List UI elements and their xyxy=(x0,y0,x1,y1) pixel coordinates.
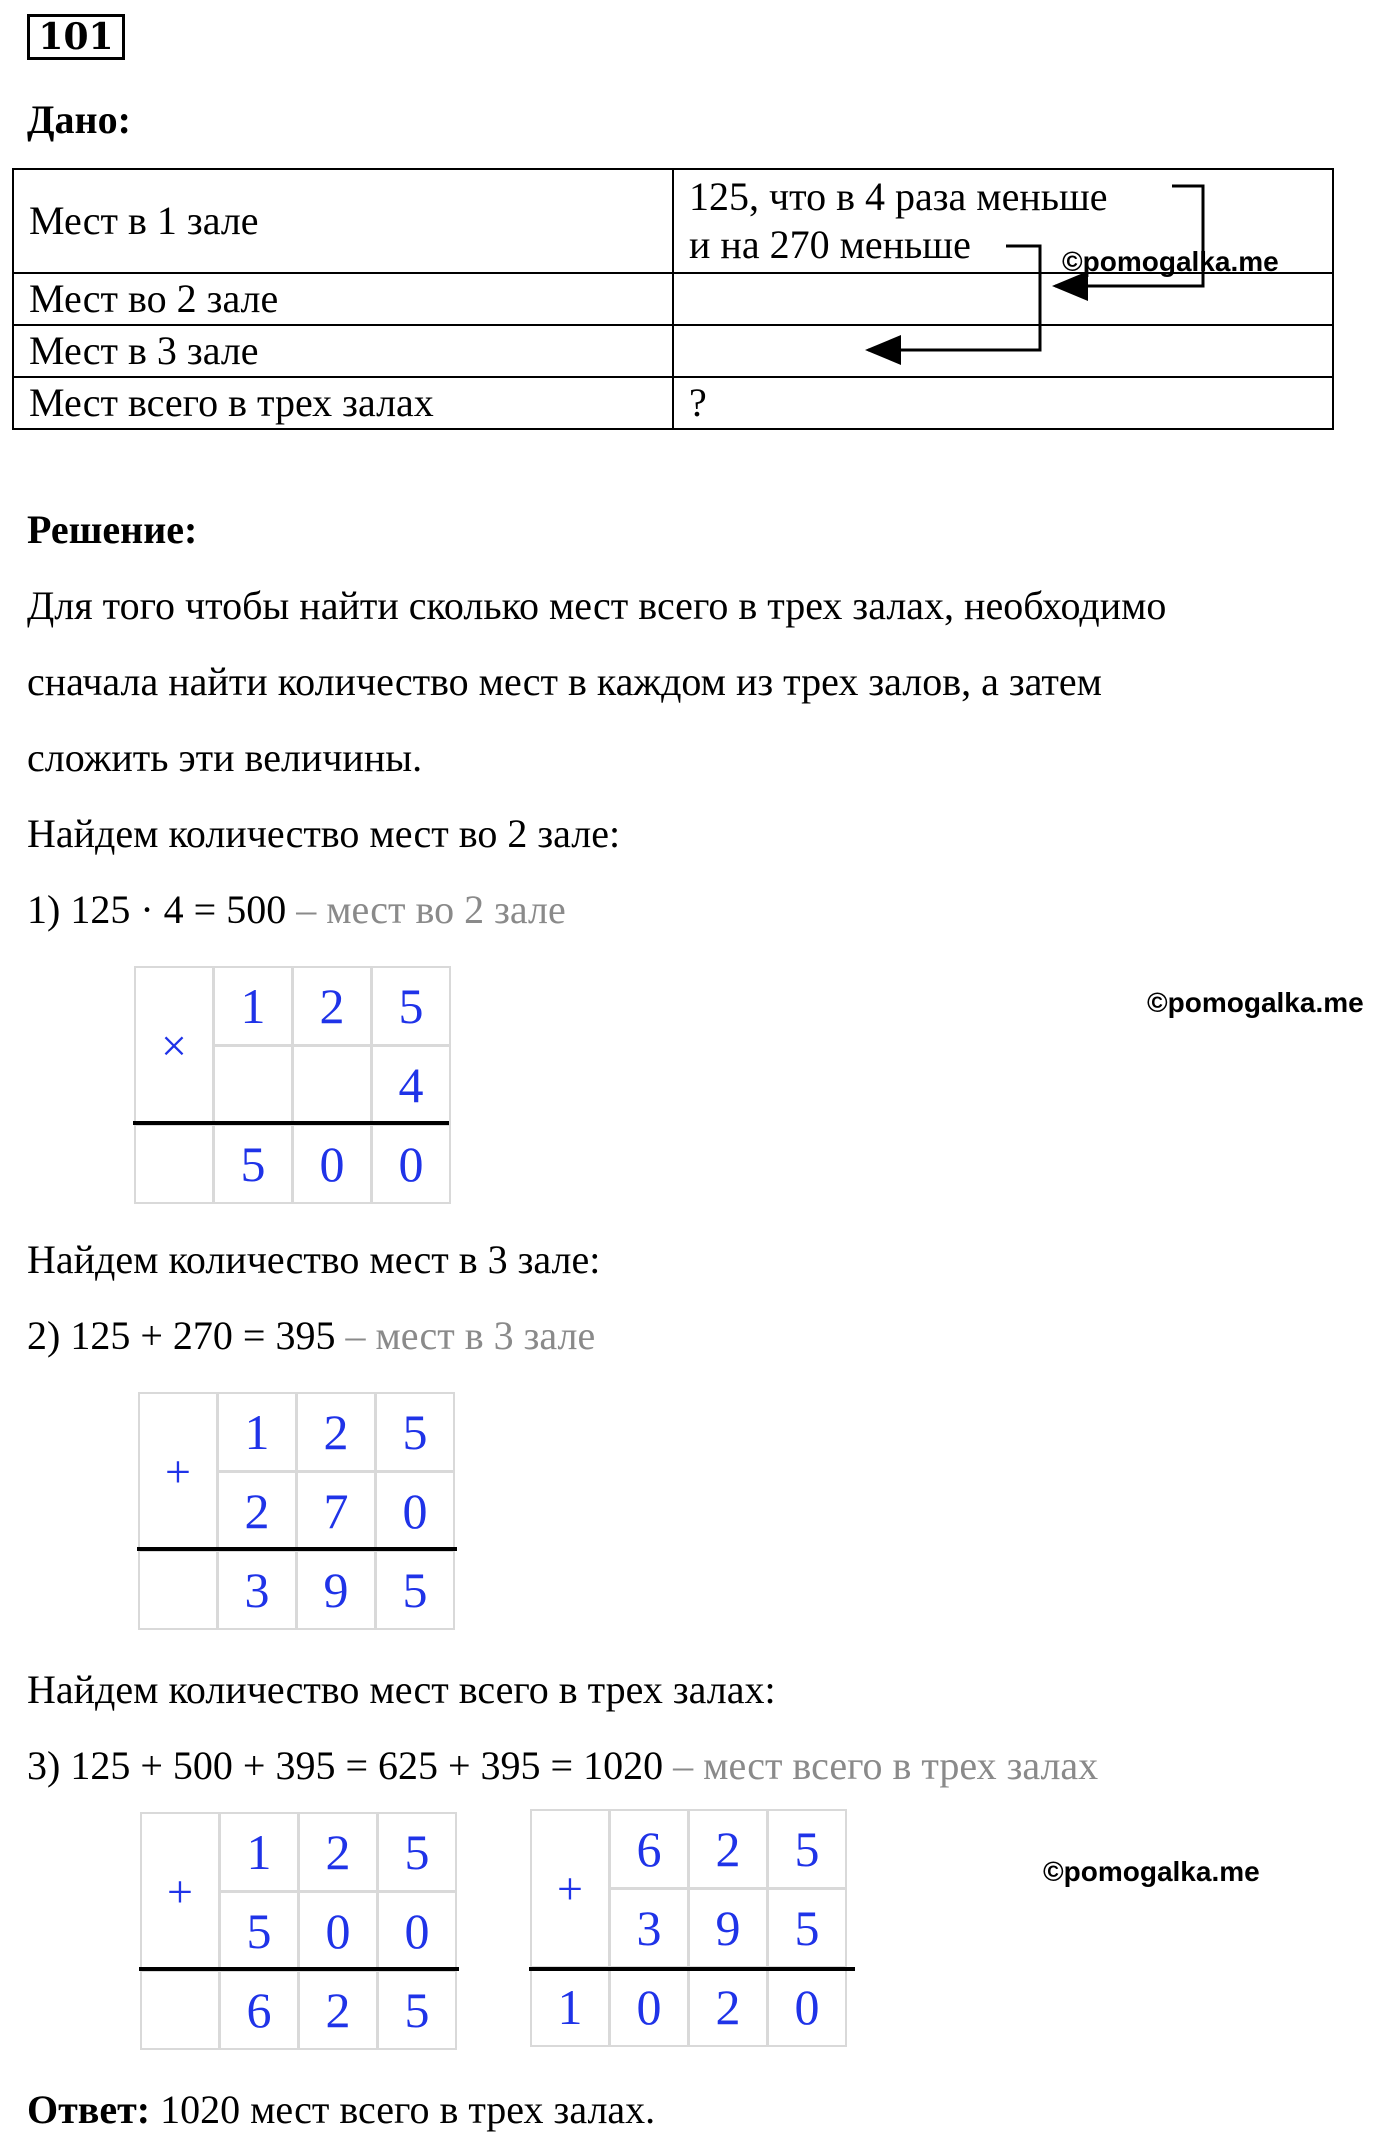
add1-r2c3: 7 xyxy=(298,1473,374,1549)
step2-line xyxy=(27,1312,595,1359)
relation-arrows xyxy=(0,0,1400,400)
step1-note: – мест во 2 зале xyxy=(286,887,566,932)
step3-expr: 3) 125 + 500 + 395 = 625 + 395 = 1020 xyxy=(27,1743,664,1788)
add1-r1c3: 2 xyxy=(298,1394,374,1470)
step3-lead: Найдем количество мест всего в трех залах: xyxy=(27,1667,776,1712)
add3-r2c3: 9 xyxy=(690,1890,766,1966)
calc-add1 xyxy=(137,1391,456,1631)
given-label-4: Мест всего в трех залах xyxy=(13,377,673,429)
add2-result-line xyxy=(139,1967,459,1971)
calc-add3 xyxy=(529,1808,848,2048)
intro-line-2: сначала найти количество мест в каждом из трех залов, а затем xyxy=(27,659,1102,704)
given-label-2: Мест во 2 зале xyxy=(13,273,673,325)
step3-line xyxy=(27,1742,1098,1789)
step2-note: – мест в 3 зале xyxy=(335,1313,596,1358)
mult-r1c3: 2 xyxy=(294,968,370,1044)
given-heading: Дано: xyxy=(27,97,131,142)
mult-r3c3: 0 xyxy=(294,1126,370,1202)
add1-r1c2: 1 xyxy=(219,1394,295,1470)
add1-r3c3: 9 xyxy=(298,1552,374,1628)
watermark-3: ©pomogalka.me xyxy=(1043,1856,1260,1887)
add2-r1c2: 1 xyxy=(221,1814,297,1890)
add2-r3c2: 6 xyxy=(221,1972,297,2048)
given-value-1-line1: 125, что в 4 раза меньше xyxy=(689,174,1108,219)
mult-r3c1 xyxy=(136,1126,212,1202)
add3-r3c4: 0 xyxy=(769,1969,845,2045)
step1-line xyxy=(27,886,566,933)
solution-heading: Решение: xyxy=(27,507,198,552)
mult-r2c3 xyxy=(294,1047,370,1123)
add2-r2c3: 0 xyxy=(300,1893,376,1969)
add3-r1c2: 6 xyxy=(611,1811,687,1887)
step3-note: – мест всего в трех залах xyxy=(663,1743,1099,1788)
answer-line xyxy=(27,2086,655,2133)
add2-r1c4: 5 xyxy=(379,1814,455,1890)
add3-r3c1: 1 xyxy=(532,1969,608,2045)
add3-r2c4: 5 xyxy=(769,1890,845,1966)
mult-op: × xyxy=(136,968,212,1123)
mult-r2c2 xyxy=(215,1047,291,1123)
step1-lead: Найдем количество мест во 2 зале: xyxy=(27,811,621,856)
add3-r3c2: 0 xyxy=(611,1969,687,2045)
step2-expr: 2) 125 + 270 = 395 xyxy=(27,1313,336,1358)
add1-r3c2: 3 xyxy=(219,1552,295,1628)
add2-r2c4: 0 xyxy=(379,1893,455,1969)
add3-op: + xyxy=(532,1811,608,1966)
add1-r3c4: 5 xyxy=(377,1552,453,1628)
arrow-to-hall3 xyxy=(868,246,1040,350)
mult-r1c4: 5 xyxy=(373,968,449,1044)
add3-result-line xyxy=(529,1967,855,1971)
intro-line-1: Для того чтобы найти сколько мест всего в трех залах, необходимо xyxy=(27,583,1167,628)
problem-number: 101 xyxy=(27,14,125,60)
add1-op: + xyxy=(140,1394,216,1549)
add2-r3c1 xyxy=(142,1972,218,2048)
mult-result-line xyxy=(133,1121,449,1125)
add2-op: + xyxy=(142,1814,218,1969)
add2-r3c3: 2 xyxy=(300,1972,376,2048)
add3-r1c3: 2 xyxy=(690,1811,766,1887)
step2-lead: Найдем количество мест в 3 зале: xyxy=(27,1237,601,1282)
add3-r2c2: 3 xyxy=(611,1890,687,1966)
calc-mult xyxy=(133,965,452,1205)
add1-r2c4: 0 xyxy=(377,1473,453,1549)
given-value-1-line2: и на 270 меньше xyxy=(689,222,971,267)
given-label-3: Мест в 3 зале xyxy=(13,325,673,377)
answer-label: Ответ: xyxy=(27,2087,151,2132)
add3-r1c4: 5 xyxy=(769,1811,845,1887)
mult-r2c4: 4 xyxy=(373,1047,449,1123)
watermark-2: ©pomogalka.me xyxy=(1147,987,1364,1018)
add1-result-line xyxy=(137,1547,457,1551)
watermark-1: ©pomogalka.me xyxy=(1062,246,1279,277)
mult-r3c4: 0 xyxy=(373,1126,449,1202)
mult-r3c2: 5 xyxy=(215,1126,291,1202)
add1-r3c1 xyxy=(140,1552,216,1628)
given-label-1: Мест в 1 зале xyxy=(13,169,673,273)
add1-r2c2: 2 xyxy=(219,1473,295,1549)
given-value-4: ? xyxy=(673,377,1333,429)
mult-r1c2: 1 xyxy=(215,968,291,1044)
add2-r1c3: 2 xyxy=(300,1814,376,1890)
intro-line-3: сложить эти величины. xyxy=(27,735,423,780)
calc-add2 xyxy=(139,1811,458,2051)
add1-r1c4: 5 xyxy=(377,1394,453,1470)
add3-r3c3: 2 xyxy=(690,1969,766,2045)
answer-text: 1020 мест всего в трех залах. xyxy=(150,2087,656,2132)
add2-r3c4: 5 xyxy=(379,1972,455,2048)
add2-r2c2: 5 xyxy=(221,1893,297,1969)
step1-expr: 1) 125 · 4 = 500 xyxy=(27,887,287,932)
